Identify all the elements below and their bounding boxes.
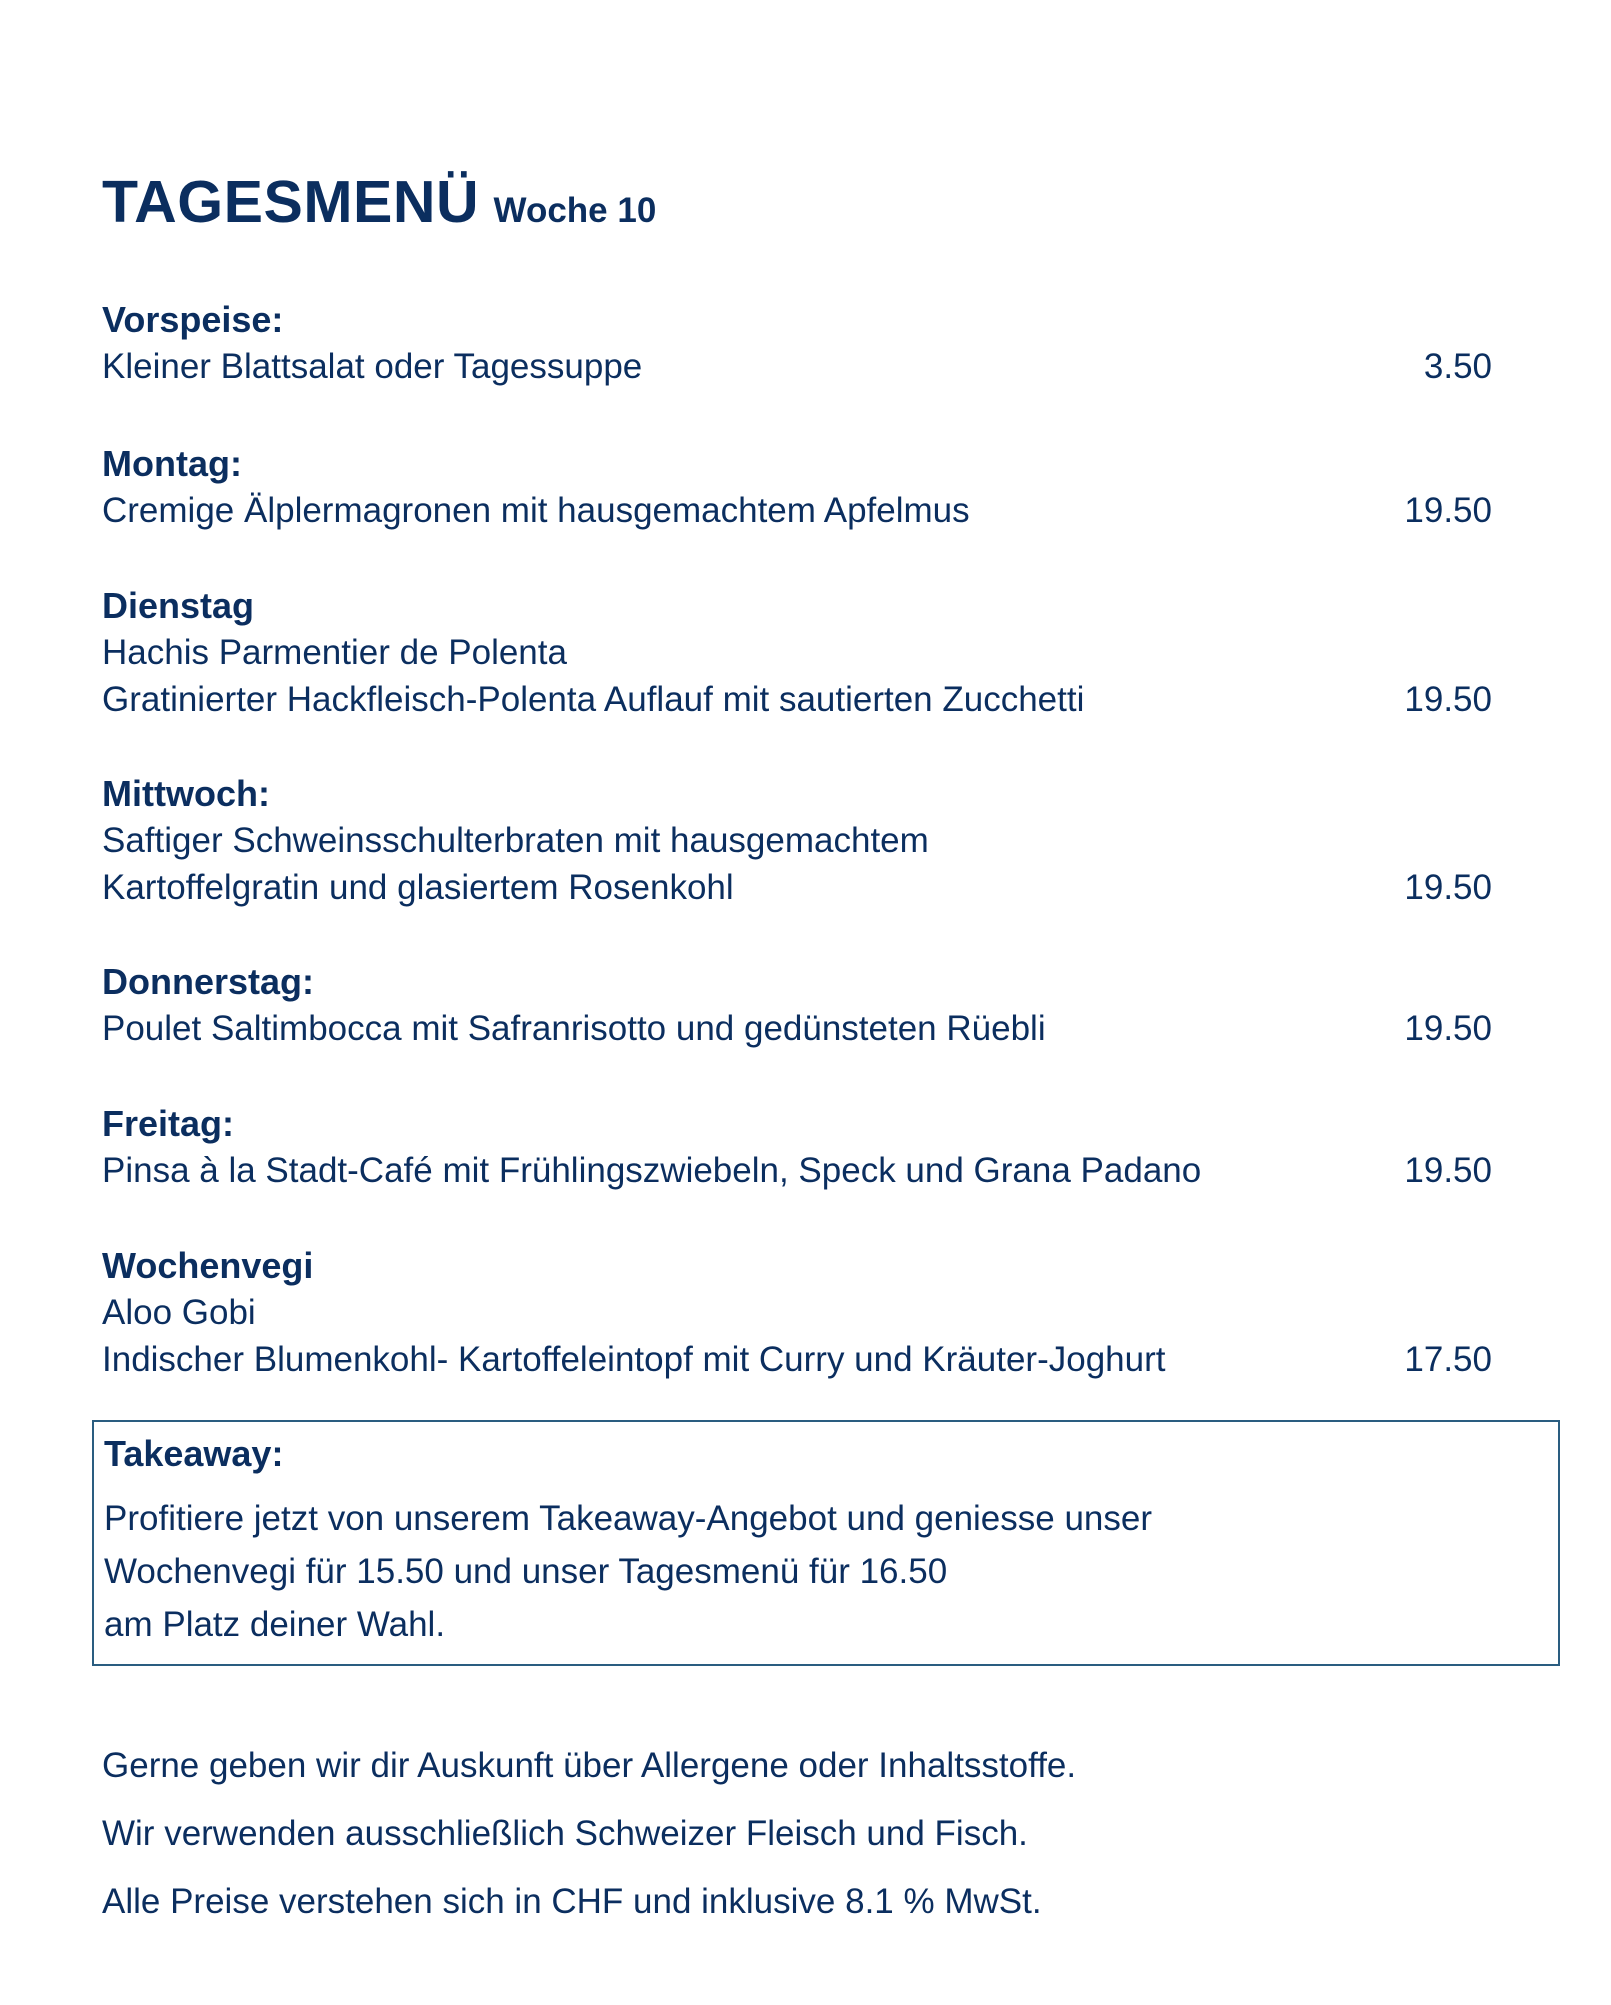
section-wochenvegi (102, 1242, 1492, 1383)
note-prices: Alle Preise verstehen sich in CHF und inklusive 8.1 % MwSt. (102, 1882, 1042, 1921)
menu-title (102, 168, 656, 236)
dish-text: Aloo Gobi (102, 1293, 256, 1332)
price: 17.50 (1404, 1340, 1492, 1379)
dish-line (102, 487, 1492, 534)
section-freitag (102, 1100, 1492, 1194)
section-heading: Freitag: (102, 1103, 235, 1144)
section-heading: Wochenvegi (102, 1245, 314, 1286)
dish-text: Poulet Saltimbocca mit Safranrisotto und gedünsteten Rüebli (102, 1009, 1046, 1048)
section-donnerstag (102, 958, 1492, 1052)
takeaway-line: am Platz deiner Wahl. (104, 1605, 446, 1644)
section-heading: Montag: (102, 443, 242, 484)
dish-line (102, 343, 1492, 390)
takeaway-heading: Takeaway: (104, 1433, 284, 1474)
takeaway-box (92, 1420, 1560, 1666)
dish-line (102, 1005, 1492, 1052)
section-heading: Vorspeise: (102, 299, 284, 340)
price: 3.50 (1423, 347, 1492, 386)
section-dienstag (102, 582, 1492, 723)
dish-line (102, 1289, 1492, 1336)
note-meat-origin: Wir verwenden ausschließlich Schweizer Fleisch und Fisch. (102, 1814, 1028, 1853)
dish-line (102, 864, 1492, 911)
dish-line (102, 1336, 1492, 1383)
section-mittwoch (102, 770, 1492, 911)
takeaway-line: Wochenvegi für 15.50 und unser Tagesmenü für 16.50 (104, 1552, 948, 1591)
section-montag (102, 440, 1492, 534)
price: 19.50 (1404, 1009, 1492, 1048)
section-heading: Mittwoch: (102, 773, 270, 814)
dish-text: Hachis Parmentier de Polenta (102, 633, 567, 672)
dish-line (102, 676, 1492, 723)
dish-line (102, 817, 1492, 864)
price: 19.50 (1404, 1151, 1492, 1190)
dish-text: Pinsa à la Stadt-Café mit Frühlingszwiebeln, Speck und Grana Padano (102, 1151, 1202, 1190)
price: 19.50 (1404, 491, 1492, 530)
dish-text: Indischer Blumenkohl- Kartoffeleintopf mit Curry und Kräuter-Joghurt (102, 1340, 1166, 1379)
section-heading: Dienstag (102, 585, 255, 626)
title-week: Woche 10 (493, 191, 657, 230)
dish-text: Cremige Älplermagronen mit hausgemachtem Apfelmus (102, 491, 970, 530)
note-allergens: Gerne geben wir dir Auskunft über Allergene oder Inhaltsstoffe. (102, 1746, 1077, 1785)
takeaway-text (104, 1492, 1152, 1651)
footer-notes (102, 1732, 1076, 1936)
section-vorspeise (102, 296, 1492, 390)
dish-text: Kartoffelgratin und glasiertem Rosenkohl (102, 868, 734, 907)
takeaway-line: Profitiere jetzt von unserem Takeaway-Angebot und geniesse unser (104, 1499, 1153, 1538)
dish-text: Saftiger Schweinsschulterbraten mit hausgemachtem (102, 821, 929, 860)
dish-line (102, 1147, 1492, 1194)
dish-line (102, 629, 1492, 676)
dish-text: Kleiner Blattsalat oder Tagessuppe (102, 347, 643, 386)
section-heading: Donnerstag: (102, 961, 315, 1002)
price: 19.50 (1404, 680, 1492, 719)
price: 19.50 (1404, 868, 1492, 907)
dish-text: Gratinierter Hackfleisch-Polenta Auflauf mit sautierten Zucchetti (102, 680, 1085, 719)
title-main: TAGESMENÜ (102, 169, 480, 235)
